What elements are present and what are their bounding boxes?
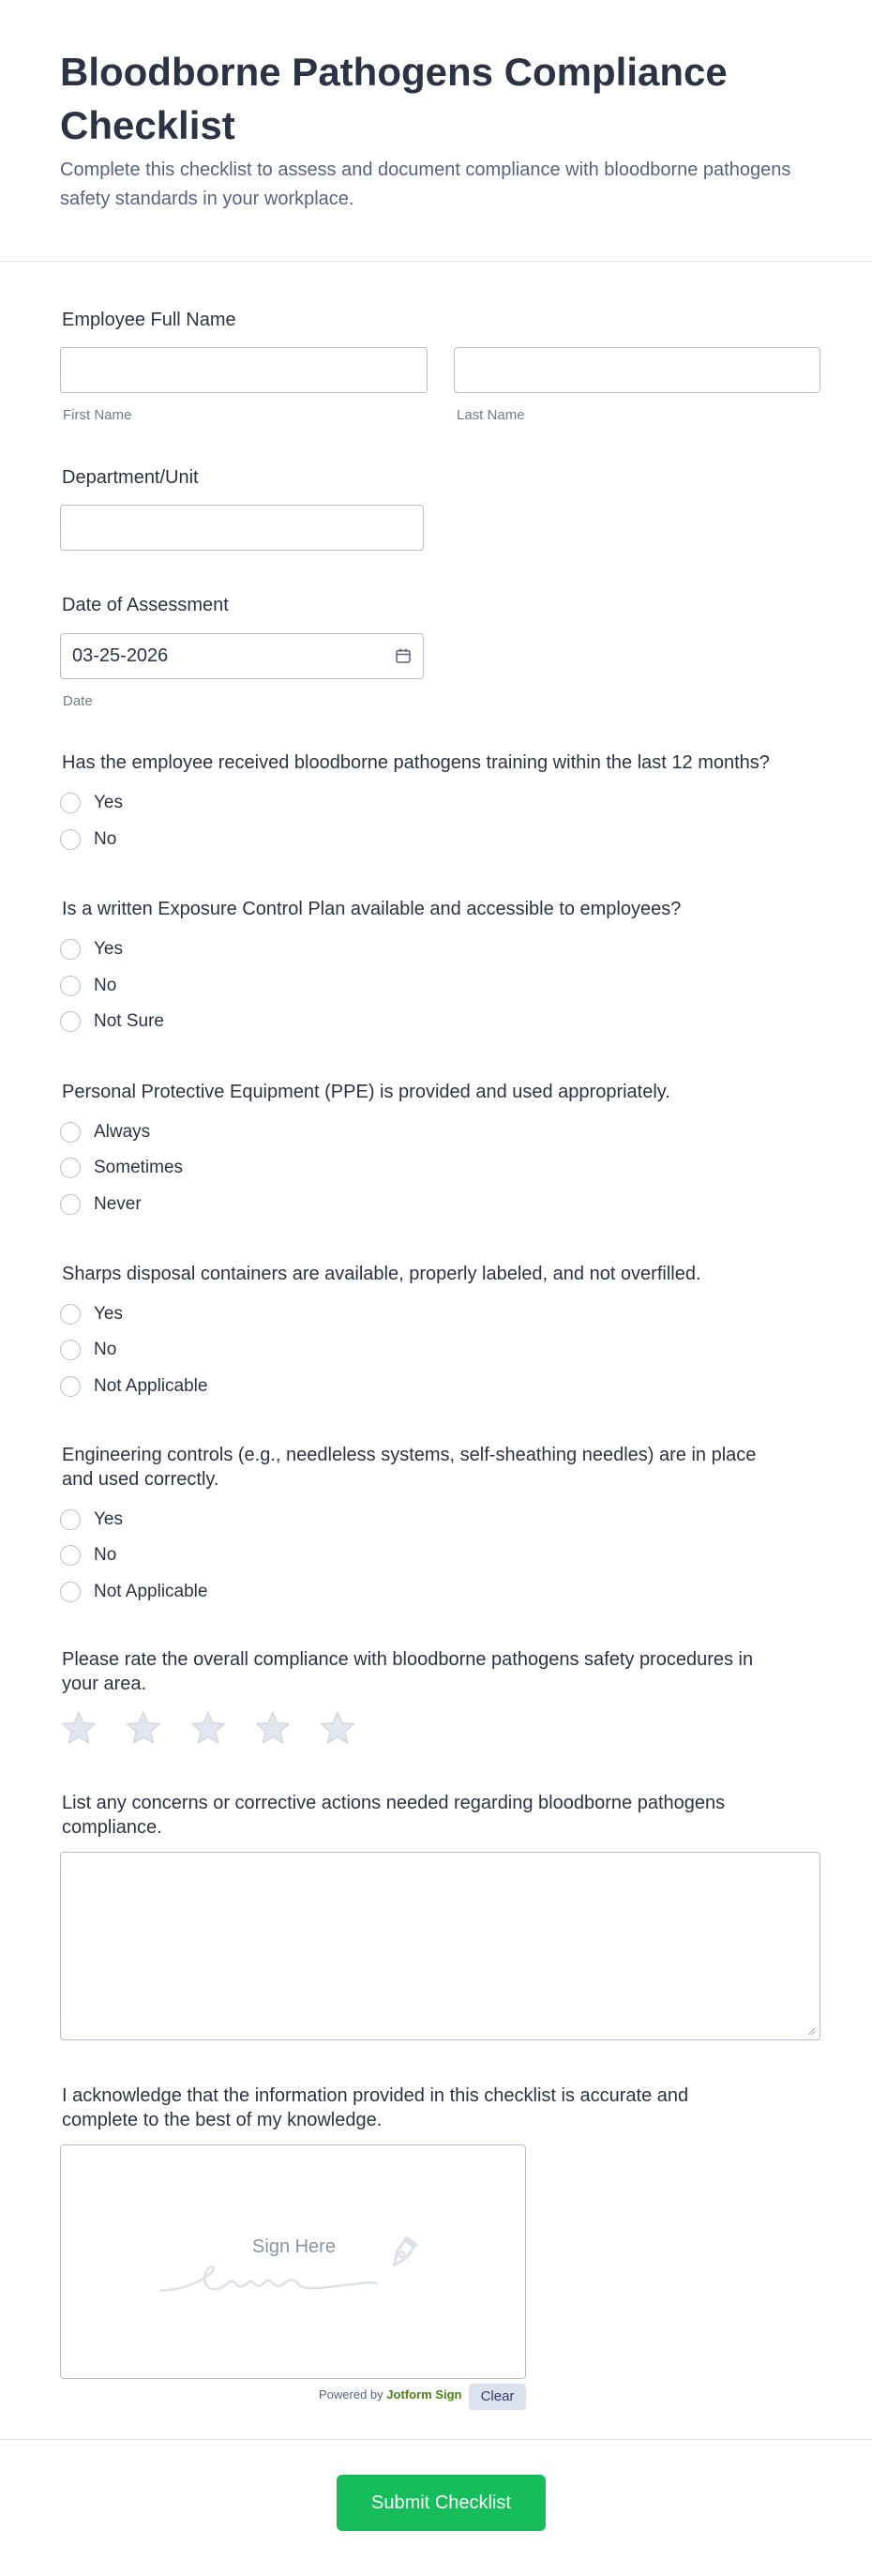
training-option-no[interactable] <box>60 827 116 852</box>
calendar-icon[interactable] <box>395 647 412 664</box>
radio-button[interactable] <box>60 1376 81 1397</box>
exposure-plan-option-yes[interactable] <box>60 937 123 962</box>
radio-button[interactable] <box>60 976 81 996</box>
submit-button[interactable]: Submit Checklist <box>337 2475 546 2531</box>
label-line: your area. <box>62 1674 147 1694</box>
star-icon[interactable] <box>319 1709 356 1747</box>
last-name-sublabel: Last Name <box>457 407 525 423</box>
sharps-question-label: Sharps disposal containers are available, properly labeled, and not overfilled. <box>62 1264 701 1284</box>
radio-label: No <box>94 976 117 995</box>
signature-pad[interactable] <box>60 2144 526 2379</box>
radio-label: Yes <box>94 1509 123 1529</box>
training-option-yes[interactable] <box>60 791 123 815</box>
radio-label: Always <box>94 1122 151 1142</box>
exposure-plan-question-label: Is a written Exposure Control Plan available and accessible to employees? <box>62 899 682 919</box>
radio-label: No <box>94 829 117 849</box>
label-line: Please rate the overall compliance with bloodborne pathogens safety procedures in <box>62 1649 754 1670</box>
label-line: complete to the best of my knowledge. <box>62 2110 383 2130</box>
radio-label: Yes <box>94 1304 123 1324</box>
label-line: I acknowledge that the information provided in this checklist is accurate and <box>62 2085 689 2106</box>
date-value: 03-25-2026 <box>72 645 169 666</box>
radio-label: Not Sure <box>94 1011 164 1031</box>
radio-label: No <box>94 1340 117 1359</box>
star-rating <box>60 1709 383 1747</box>
exposure-plan-option-no[interactable] <box>60 974 116 998</box>
exposure-plan-option-not-sure[interactable] <box>60 1009 164 1034</box>
radio-button[interactable] <box>60 829 81 850</box>
powered-brand[interactable]: Jotform Sign <box>386 2387 462 2402</box>
form-header <box>0 0 872 262</box>
radio-label: Not Applicable <box>94 1376 208 1396</box>
sharps-option-yes[interactable] <box>60 1302 123 1326</box>
radio-label: Yes <box>94 939 123 959</box>
first-name-input[interactable] <box>60 347 428 393</box>
radio-button[interactable] <box>60 1158 81 1178</box>
radio-button[interactable] <box>60 793 81 813</box>
resize-grip-icon[interactable] <box>806 2026 816 2036</box>
acknowledge-label <box>62 2084 688 2132</box>
star-icon[interactable] <box>254 1709 292 1747</box>
engineering-controls-question-label <box>62 1443 756 1492</box>
radio-button[interactable] <box>60 939 81 960</box>
page-title: Bloodborne Pathogens Compliance Checklist <box>60 50 728 147</box>
training-question-label: Has the employee received bloodborne pathogens training within the last 12 months? <box>62 752 770 773</box>
radio-label: Not Applicable <box>94 1582 208 1601</box>
engineering-option-yes[interactable] <box>60 1508 123 1532</box>
engineering-option-not-applicable[interactable] <box>60 1580 207 1604</box>
last-name-input[interactable] <box>454 347 820 393</box>
star-icon[interactable] <box>189 1709 227 1747</box>
engineering-option-no[interactable] <box>60 1543 116 1568</box>
radio-label: Never <box>94 1194 142 1214</box>
concerns-label <box>62 1791 725 1840</box>
clear-signature-button[interactable]: Clear <box>469 2384 526 2410</box>
date-input[interactable] <box>60 633 424 679</box>
ppe-option-sometimes[interactable] <box>60 1156 183 1180</box>
radio-button[interactable] <box>60 1122 81 1143</box>
radio-button[interactable] <box>60 1340 81 1360</box>
label-line: compliance. <box>62 1817 162 1838</box>
date-sublabel: Date <box>63 693 93 709</box>
sharps-option-no[interactable] <box>60 1338 116 1362</box>
date-label: Date of Assessment <box>62 595 229 615</box>
department-input[interactable] <box>60 505 424 551</box>
sharps-option-not-applicable[interactable] <box>60 1374 207 1399</box>
radio-label: Yes <box>94 793 123 812</box>
ppe-question-label: Personal Protective Equipment (PPE) is provided and used appropriately. <box>62 1082 670 1102</box>
concerns-textarea[interactable] <box>60 1852 820 2040</box>
radio-button[interactable] <box>60 1011 81 1032</box>
department-label: Department/Unit <box>62 467 199 488</box>
powered-by-text <box>319 2387 461 2402</box>
sign-here-placeholder: Sign Here <box>252 2236 336 2257</box>
radio-button[interactable] <box>60 1194 81 1215</box>
radio-label: Sometimes <box>94 1158 184 1177</box>
label-line: and used correctly. <box>62 1469 219 1490</box>
pen-nib-icon <box>380 2234 423 2277</box>
radio-button[interactable] <box>60 1304 81 1325</box>
label-line: Engineering controls (e.g., needleless systems, self-sheathing needles) are in place <box>62 1445 757 1465</box>
star-icon[interactable] <box>125 1709 162 1747</box>
radio-button[interactable] <box>60 1545 81 1566</box>
page-subtitle: Complete this checklist to assess and document compliance with bloodborne pathogens safety standards in your workplace. <box>60 159 791 209</box>
rating-question-label <box>62 1647 753 1696</box>
ppe-option-never[interactable] <box>60 1192 142 1217</box>
ppe-option-always[interactable] <box>60 1120 150 1144</box>
employee-name-label: Employee Full Name <box>62 310 236 330</box>
radio-button[interactable] <box>60 1582 81 1602</box>
star-icon[interactable] <box>60 1709 98 1747</box>
radio-label: No <box>94 1545 117 1565</box>
label-line: List any concerns or corrective actions needed regarding bloodborne pathogens <box>62 1793 726 1813</box>
first-name-sublabel: First Name <box>63 407 132 423</box>
radio-button[interactable] <box>60 1509 81 1530</box>
powered-prefix: Powered by <box>319 2387 383 2402</box>
